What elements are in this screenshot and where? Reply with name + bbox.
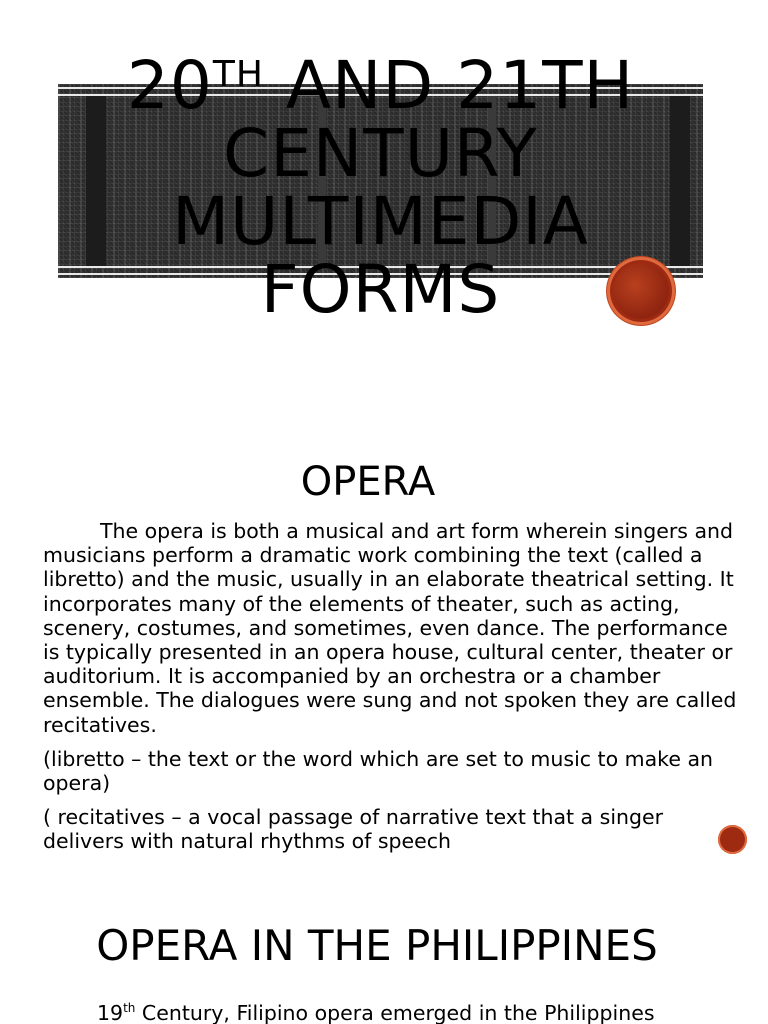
decorative-circle-icon [607,257,675,325]
decorative-circle-icon [718,825,747,854]
opera-heading: OPERA [300,459,436,505]
slide-title [58,47,703,328]
recitatives-definition: ( recitatives – a vocal passage of narrative text that a singer delivers with natural rhythms of speech [43,805,664,854]
title-superscript: TH [212,54,264,95]
body-prefix: 19 [97,1001,124,1024]
body-suffix: Century, Filipino opera emerged in the Philippines [135,1001,655,1024]
title-slide [0,0,768,340]
opera-body [43,519,743,864]
opera-philippines-body [97,1001,757,1024]
title-suffix: AND 21TH CENTURY MULTIMEDIA FORMS [172,47,635,328]
opera-philippines-heading: OPERA IN THE PHILIPPINES [96,921,658,970]
opera-paragraph: The opera is both a musical and art form wherein singers and musicians perform a dramatic work combining the text (called a libretto) and the music, usually in an elaborate theatrical setting. It incorporates many of the elements of theater, such as acting, scenery, costumes, and sometimes, even dance. The performance is typically presented in an opera house, cultural center, theater or auditorium. It is accompanied by an orchestra or a chamber ensemble. The dialogues were sung and not spoken they are called recitatives. [43,519,737,737]
libretto-definition: (libretto – the text or the word which are set to music to make an opera) [43,746,714,796]
body-superscript: th [123,1001,136,1015]
title-prefix: 20 [126,47,213,124]
opera-philippines-slide [0,905,768,1024]
opera-slide [0,440,768,865]
